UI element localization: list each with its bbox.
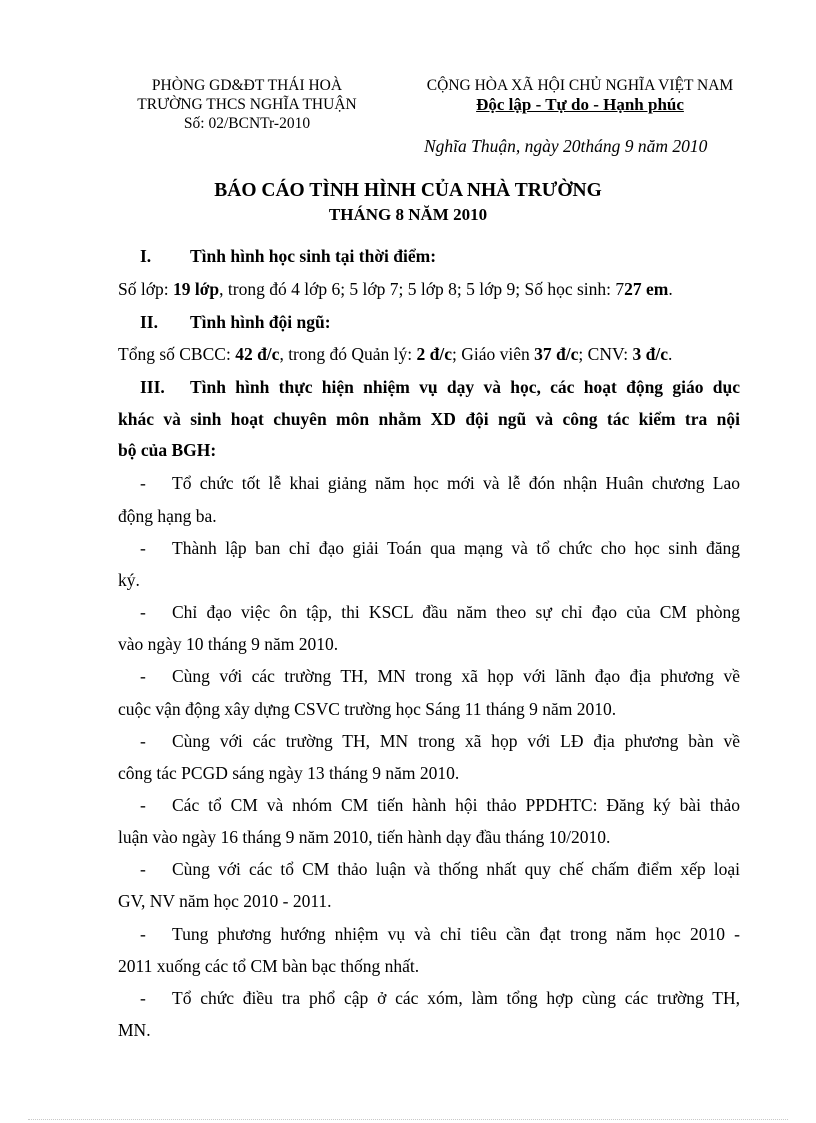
list-item: - Cùng với các tổ CM thảo luận và thống nhất quy chế chấm điểm xếp loại (140, 859, 740, 879)
section-title: Tình hình đội ngũ: (190, 312, 331, 332)
national-motto: Độc lập - Tự do - Hạnh phúc (476, 95, 684, 114)
staff-total: 42 đ/c (235, 344, 280, 364)
list-item: - Chỉ đạo việc ôn tập, thi KSCL đầu năm theo sự chỉ đạo của CM phòng (140, 602, 740, 622)
list-item-cont: vào ngày 10 tháng 9 năm 2010. (118, 634, 339, 654)
page-bottom-divider (28, 1119, 788, 1120)
issuer-block (112, 76, 382, 133)
place-date: Nghĩa Thuận, ngày 20tháng 9 năm 2010 (424, 136, 708, 156)
list-item: - Tung phương hướng nhiệm vụ và chỉ tiêu cần đạt trong năm học 2010 - (140, 924, 740, 944)
section-number: III. (140, 377, 165, 397)
list-item-cont: cuộc vận động xây dựng CSVC trường học Sáng 11 tháng 9 năm 2010. (118, 699, 617, 719)
list-item: - Cùng với các trường TH, MN trong xã họp với lãnh đạo địa phương về (140, 666, 740, 686)
document-number: Số: 02/BCNTr-2010 (183, 115, 311, 132)
list-item-cont: MN. (118, 1020, 151, 1040)
list-item-cont: luận vào ngày 16 tháng 9 năm 2010, tiến hành dạy đầu tháng 10/2010. (118, 827, 611, 847)
class-count: 19 lớp (172, 279, 220, 299)
section-3-heading: III. Tình hình thực hiện nhiệm vụ dạy và học, các hoạt động giáo dục (118, 377, 740, 398)
employee-count: 3 đ/c (632, 344, 669, 364)
list-item-cont: động hạng ba. (118, 506, 217, 526)
list-item: - Các tổ CM và nhóm CM tiến hành hội thảo PPDHTC: Đăng ký bài thảo (140, 795, 740, 815)
manager-count: 2 đ/c (416, 344, 453, 364)
department-name: PHÒNG GD&ĐT THÁI HOÀ (151, 77, 343, 94)
section-number: II. (140, 312, 158, 332)
section-1-content: Số lớp: 19 lớp, trong đó 4 lớp 6; 5 lớp 7; 5 lớp 8; 5 lớp 9; Số học sinh: 727 em. (118, 279, 673, 299)
report-subtitle: THÁNG 8 NĂM 2010 (328, 205, 488, 224)
section-3-heading-line2: khác và sinh hoạt chuyên môn nhằm XD đội ngũ và công tác kiểm tra nội (118, 409, 740, 429)
list-item-cont: ký. (118, 570, 140, 590)
list-item: - Thành lập ban chỉ đạo giải Toán qua mạng và tổ chức cho học sinh đăng (140, 538, 740, 558)
section-3-heading-line3: bộ của BGH: (118, 440, 217, 460)
list-item-cont: GV, NV năm học 2010 - 2011. (118, 891, 332, 911)
list-item: - Cùng với các trường TH, MN trong xã họp với LĐ địa phương bàn về (140, 731, 740, 751)
list-item: - Tổ chức điều tra phổ cập ở các xóm, làm tổng hợp cùng các trường TH, (140, 988, 740, 1008)
section-number: I. (140, 246, 152, 266)
section-2-content: Tổng số CBCC: 42 đ/c, trong đó Quản lý: 2 đ/c; Giáo viên 37 đ/c; CNV: 3 đ/c. (118, 344, 673, 364)
national-header (385, 76, 775, 114)
report-title: BÁO CÁO TÌNH HÌNH CỦA NHÀ TRƯỜNG (214, 180, 602, 201)
list-item-cont: công tác PCGD sáng ngày 13 tháng 9 năm 2010. (118, 763, 460, 783)
teacher-count: 37 đ/c (534, 344, 579, 364)
list-item-cont: 2011 xuống các tổ CM bàn bạc thống nhất. (118, 956, 420, 976)
school-name: TRƯỜNG THCS NGHĨA THUẬN (137, 96, 357, 113)
student-count: 27 em (624, 279, 669, 299)
list-item: - Tổ chức tốt lễ khai giảng năm học mới và lễ đón nhận Huân chương Lao (140, 473, 740, 493)
country-name: CỘNG HÒA XÃ HỘI CHỦ NGHĨA VIỆT NAM (426, 77, 734, 94)
section-title: Tình hình học sinh tại thời điểm: (190, 246, 437, 266)
